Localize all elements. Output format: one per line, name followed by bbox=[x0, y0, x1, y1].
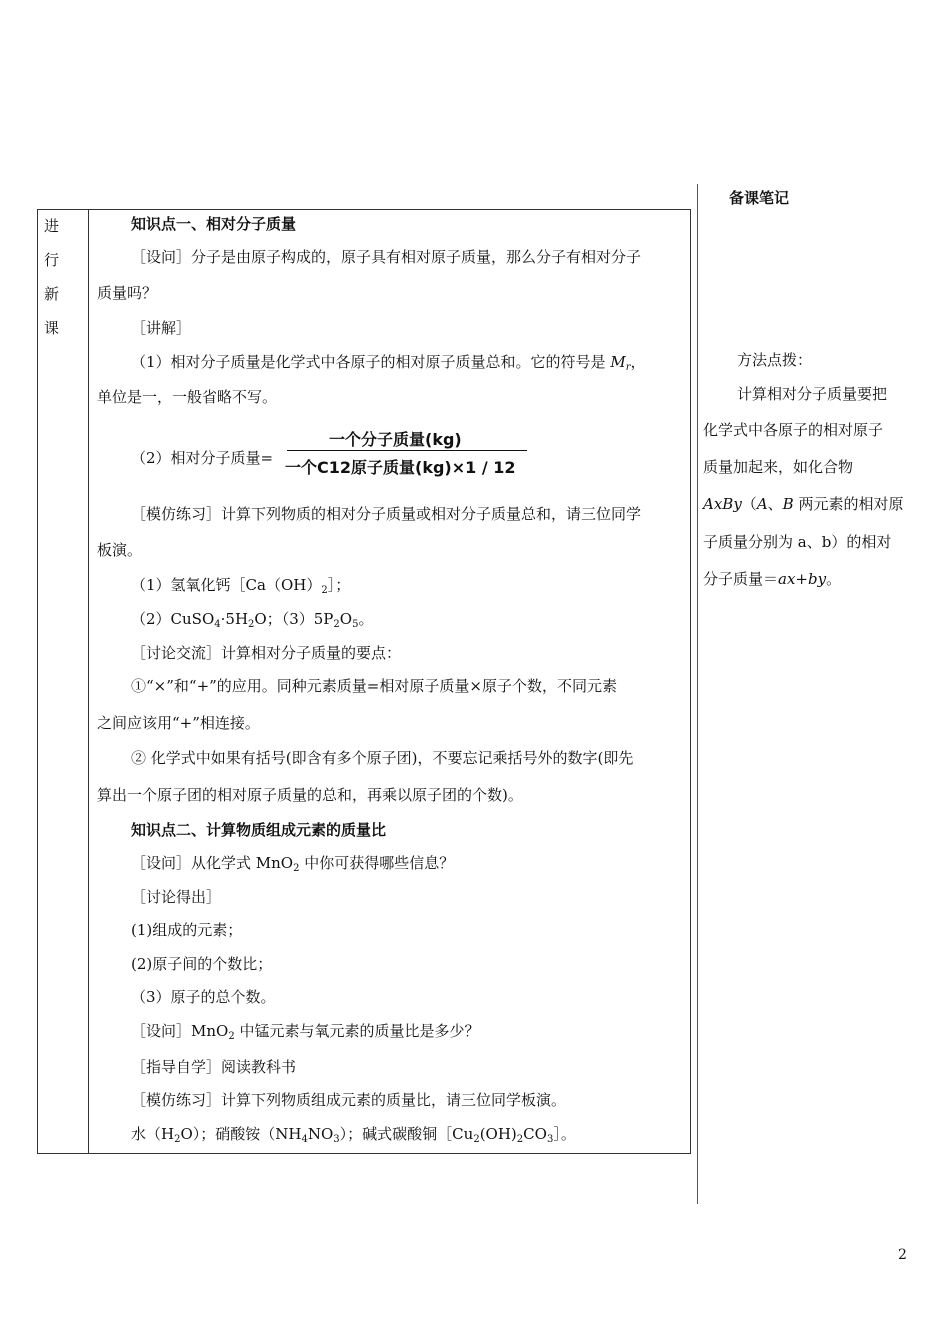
question-1: ［设问］分子是由原子构成的，原子具有相对原子质量，那么分子有相对分子 bbox=[131, 248, 642, 266]
result-3: （3）原子的总个数。 bbox=[131, 988, 276, 1006]
practice-item-2: $(2)CuSO_4\cdot 5H_2O$；$(3)5P_2O_5$。 bbox=[131, 610, 374, 630]
section-label-char: 行 bbox=[44, 251, 60, 269]
question-2: ［设问］从化学式 MnO$_2$ 中你可获得哪些信息？ bbox=[131, 854, 455, 874]
heading-knowledge-1: 知识点一、相对分子质量 bbox=[131, 215, 297, 233]
result-1: (1)组成的元素； bbox=[131, 921, 243, 939]
fraction-bar bbox=[287, 450, 527, 451]
column-divider bbox=[88, 209, 89, 1154]
formula-denominator: 一个C12原子质量(kg)×1 / 12 bbox=[285, 458, 516, 477]
heading-knowledge-2: 知识点二、计算物质组成元素的质量比 bbox=[131, 821, 387, 839]
method-line: 化学式中各原子的相对原子 bbox=[703, 421, 884, 439]
notes-divider bbox=[697, 184, 698, 1204]
formula bbox=[97, 427, 685, 479]
guided-study: ［指导自学］阅读教科书 bbox=[131, 1058, 297, 1076]
explain-label: ［讲解］ bbox=[131, 319, 192, 337]
method-line: 计算相对分子质量要把 bbox=[737, 385, 888, 403]
key-point-2: ② 化学式中如果有括号(即含有多个原子团)，不要忘记乘括号外的数字(即先 bbox=[131, 749, 634, 767]
practice-1-cont: 板演。 bbox=[97, 541, 143, 559]
method-line: 子质量分别为 a、b）的相对 bbox=[703, 533, 892, 551]
point-1-cont: 单位是一，一般省略不写。 bbox=[97, 388, 278, 406]
formula-label: （2）相对分子质量= bbox=[131, 449, 274, 467]
key-point-1: ①“×”和“+”的应用。同种元素质量=相对原子质量×原子个数，不同元素 bbox=[131, 677, 617, 695]
result-2: (2)原子间的个数比； bbox=[131, 955, 273, 973]
question-1-cont: 质量吗？ bbox=[97, 284, 158, 302]
key-point-1-cont: 之间应该用“+”相连接。 bbox=[97, 714, 260, 732]
practice-2: ［模仿练习］计算下列物质组成元素的质量比，请三位同学板演。 bbox=[131, 1091, 567, 1109]
method-line: 分子质量＝ax+by。 bbox=[703, 570, 842, 588]
point-1: （1）相对分子质量是化学式中各原子的相对原子质量总和。它的符号是 $M_r$， bbox=[131, 353, 646, 373]
discussion-2: ［讨论得出］ bbox=[131, 888, 222, 906]
formula-numerator: 一个分子质量(kg) bbox=[329, 430, 462, 449]
notes-title: 备课笔记 bbox=[729, 189, 790, 207]
section-label-char: 进 bbox=[44, 217, 60, 235]
method-line: AxBy（A、B 两元素的相对原 bbox=[703, 495, 904, 513]
practice-item-1: （1）氢氧化钙$[Ca(OH)_2]$； bbox=[131, 576, 351, 596]
practice-1: ［模仿练习］计算下列物质的相对分子质量或相对分子质量总和，请三位同学 bbox=[131, 505, 642, 523]
method-line: 质量加起来，如化合物 bbox=[703, 458, 854, 476]
page-number: 2 bbox=[898, 1247, 907, 1263]
key-point-2-cont: 算出一个原子团的相对原子质量的总和，再乘以原子团的个数)。 bbox=[97, 786, 523, 804]
method-title: 方法点拨： bbox=[737, 351, 813, 369]
question-3: ［设问］MnO$_2$ 中锰元素与氧元素的质量比是多少？ bbox=[131, 1022, 480, 1042]
section-label-char: 新 bbox=[44, 285, 60, 303]
practice-2-items: 水$(H_2O)$；硝酸铵$(NH_4NO_3)$；碱式碳酸铜$[Cu_2(OH)_2CO_3]$。 bbox=[131, 1125, 576, 1145]
section-label bbox=[44, 213, 68, 349]
section-label-char: 课 bbox=[44, 319, 60, 337]
discussion: ［讨论交流］计算相对分子质量的要点： bbox=[131, 644, 402, 662]
